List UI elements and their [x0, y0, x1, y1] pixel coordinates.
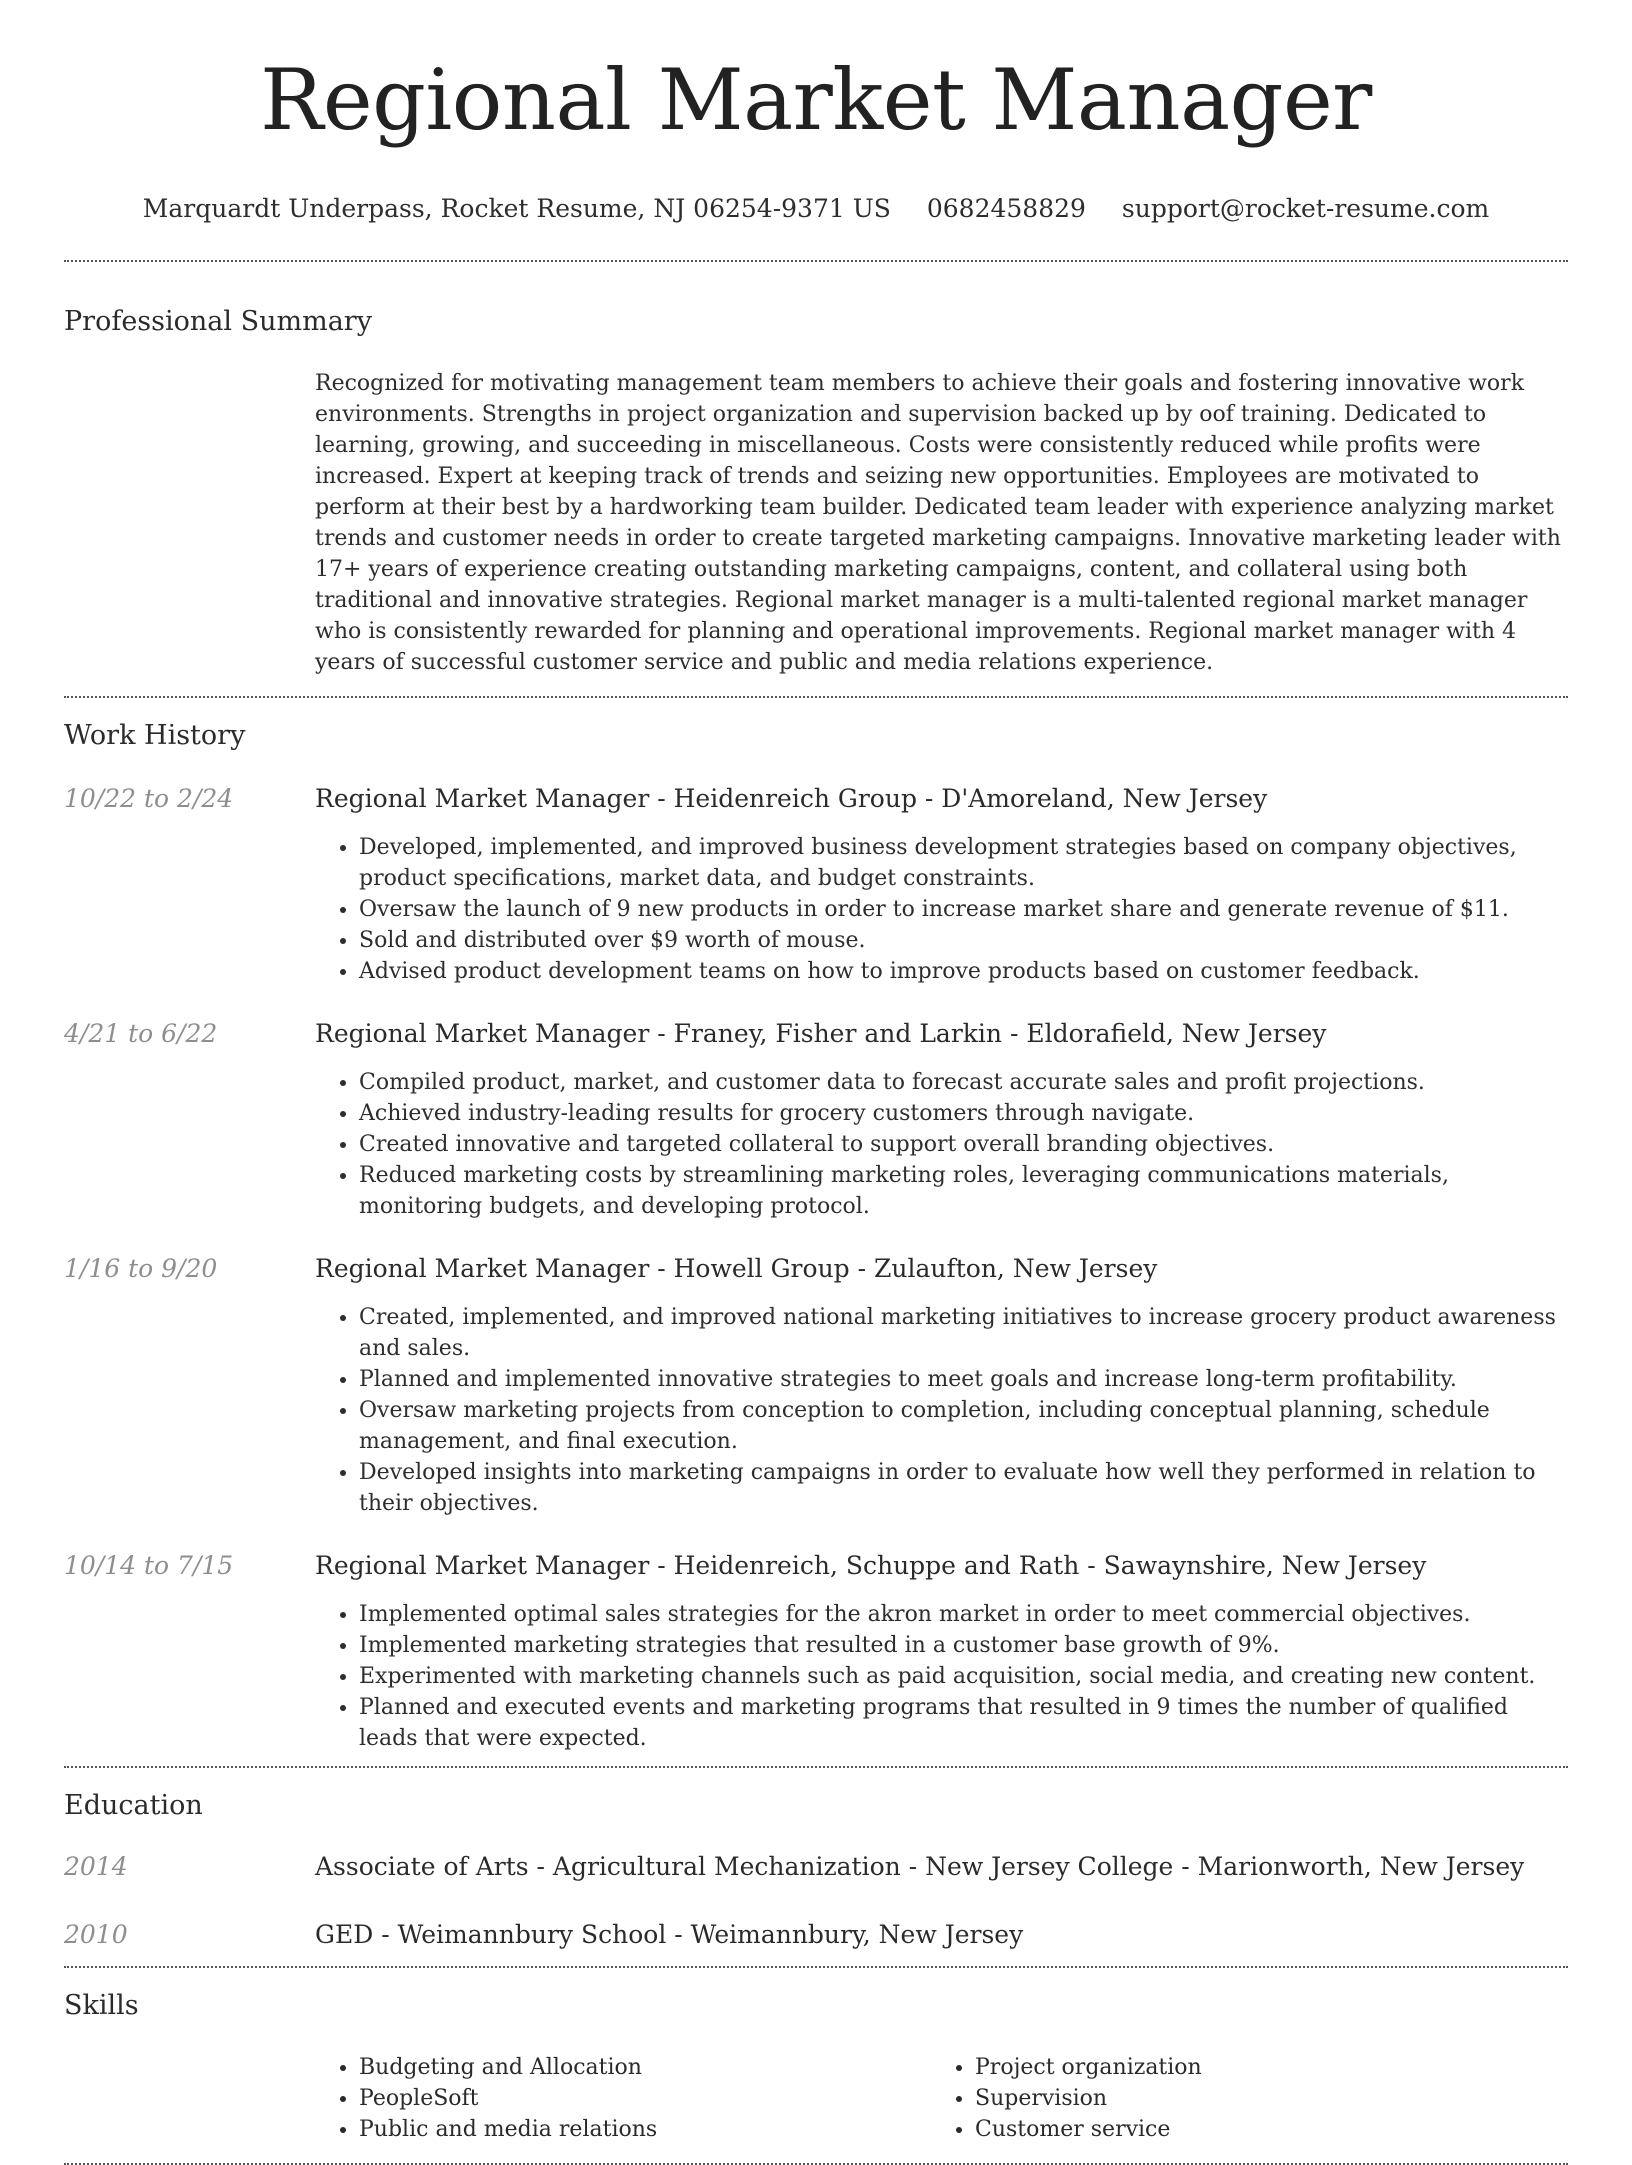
- job-bullets: [315, 1302, 1568, 1519]
- job-entry: [64, 1549, 1568, 1754]
- list-item: • Public and media relations: [359, 2114, 931, 2145]
- list-item: • Achieved industry-leading results for grocery customers through navigate.: [359, 1098, 1568, 1129]
- education-entry: [64, 1850, 1568, 1884]
- job-dates: 10/14 to 7/15: [64, 1551, 234, 1580]
- education-year: 2010: [64, 1920, 128, 1949]
- education-list: [0, 1842, 1632, 1952]
- contact-address: Marquardt Underpass, Rocket Resume, NJ 06254-9371 US: [142, 194, 891, 223]
- list-item: • Project organization: [975, 2052, 1475, 2083]
- list-item: • Implemented marketing strategies that resulted in a customer base growth of 9%.: [359, 1630, 1568, 1661]
- list-item: • Implemented optimal sales strategies for the akron market in order to meet commercial objectives.: [359, 1599, 1568, 1630]
- section-title-summary: Professional Summary: [64, 306, 372, 337]
- job-bullets: [315, 1067, 1568, 1222]
- list-item: • Planned and executed events and marketing programs that resulted in 9 times the number of qualified leads that were expected.: [359, 1692, 1568, 1754]
- job-dates: 1/16 to 9/20: [64, 1254, 218, 1283]
- list-item: • PeopleSoft: [359, 2083, 931, 2114]
- section-title-education: Education: [64, 1790, 203, 1821]
- job-entry: [64, 1252, 1568, 1519]
- resume-header: [0, 0, 1632, 223]
- job-heading: Regional Market Manager - Heidenreich, Schuppe and Rath - Sawaynshire, New Jersey: [315, 1551, 1427, 1580]
- list-item: • Created, implemented, and improved national marketing initiatives to increase grocery product awareness and sales.: [359, 1302, 1568, 1364]
- section-title-skills: Skills: [64, 1990, 139, 2021]
- skills-column-right: [931, 2052, 1475, 2145]
- list-item: • Reduced marketing costs by streamlining marketing roles, leveraging communications materials, monitoring budgets, and developing protocol.: [359, 1160, 1568, 1222]
- list-item: • Supervision: [975, 2083, 1475, 2114]
- job-bullets: [315, 832, 1568, 987]
- list-item: • Oversaw the launch of 9 new products in order to increase market share and generate revenue of $11.: [359, 894, 1568, 925]
- contact-phone: 0682458829: [926, 194, 1086, 223]
- education-entry: [64, 1918, 1568, 1952]
- job-heading: Regional Market Manager - Heidenreich Group - D'Amoreland, New Jersey: [315, 784, 1268, 813]
- education-heading: Associate of Arts - Agricultural Mechanization - New Jersey College - Marionworth, New Jersey: [315, 1852, 1525, 1881]
- list-item: • Developed insights into marketing campaigns in order to evaluate how well they performed in relation to their objectives.: [359, 1457, 1568, 1519]
- contact-line: [0, 194, 1632, 223]
- list-item: • Sold and distributed over $9 worth of mouse.: [359, 925, 1568, 956]
- job-dates: 4/21 to 6/22: [64, 1019, 218, 1048]
- list-item: • Created innovative and targeted collateral to support overall branding objectives.: [359, 1129, 1568, 1160]
- job-heading: Regional Market Manager - Howell Group - Zulaufton, New Jersey: [315, 1254, 1158, 1283]
- list-item: • Oversaw marketing projects from conception to completion, including conceptual planning, schedule management, and final execution.: [359, 1395, 1568, 1457]
- contact-email: support@rocket-resume.com: [1121, 194, 1490, 223]
- candidate-title: Regional Market Manager: [260, 51, 1372, 149]
- job-dates: 10/22 to 2/24: [64, 784, 234, 813]
- job-heading: Regional Market Manager - Franey, Fisher and Larkin - Eldorafield, New Jersey: [315, 1019, 1327, 1048]
- work-history: [0, 772, 1632, 1754]
- list-item: • Developed, implemented, and improved business development strategies based on company objectives, product specifications, market data, and budget constraints.: [359, 832, 1568, 894]
- skills-list: [315, 2042, 1572, 2155]
- skills-column-left: [315, 2052, 931, 2145]
- job-entry: [64, 782, 1568, 987]
- list-item: • Planned and implemented innovative strategies to meet goals and increase long-term profitability.: [359, 1364, 1568, 1395]
- job-entry: [64, 1017, 1568, 1222]
- list-item: • Compiled product, market, and customer data to forecast accurate sales and profit projections.: [359, 1067, 1568, 1098]
- section-title-work: Work History: [64, 720, 246, 751]
- education-year: 2014: [64, 1852, 128, 1881]
- summary-text: Recognized for motivating management team members to achieve their goals and fostering innovative work environments. Strengths in project organization and supervision backed up by oof training. Dedicated to learning, growing, and succeeding in miscellaneous. Costs were consistently reduced while profits were increased. Expert at keeping track of trends and seizing new opportunities. Employees are motivated to perform at their best by a hardworking team builder. Dedicated team leader with experience analyzing market trends and customer needs in order to create targeted marketing campaigns. Innovative marketing leader with 17+ years of experience creating outstanding marketing campaigns, content, and collateral using both traditional and innovative strategies. Regional market manager is a multi-talented regional market manager who is consistently rewarded for planning and operational improvements. Regional market manager with 4 years of successful customer service and public and media relations experience.: [315, 371, 1561, 675]
- list-item: • Customer service: [975, 2114, 1475, 2145]
- list-item: • Budgeting and Allocation: [359, 2052, 931, 2083]
- job-bullets: [315, 1599, 1568, 1754]
- list-item: • Experimented with marketing channels such as paid acquisition, social media, and creating new content.: [359, 1661, 1568, 1692]
- education-heading: GED - Weimannbury School - Weimannbury, New Jersey: [315, 1920, 1024, 1949]
- list-item: • Advised product development teams on how to improve products based on customer feedback.: [359, 956, 1568, 987]
